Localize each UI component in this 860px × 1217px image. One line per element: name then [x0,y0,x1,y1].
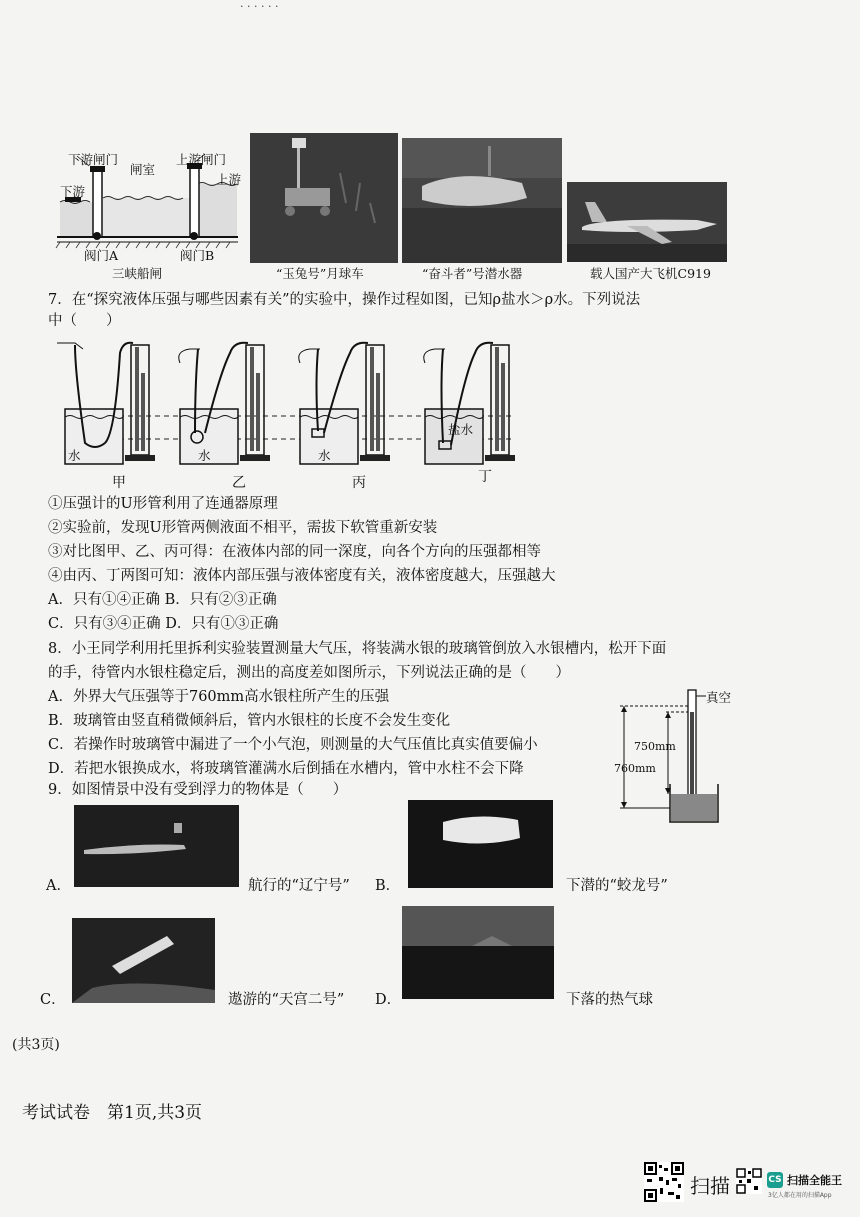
q9-option-b-caption: 下潜的“蛟龙号” [566,878,668,894]
photo-c919-aircraft [567,182,727,262]
q9-option-c-caption: 遨游的“天宫二号” [228,992,345,1008]
label-downstream-gate: 下游闸门 [68,152,119,167]
qr-code-icon [644,1162,684,1202]
q8-stem-line1: 8．小王同学利用托里拆利实验装置测量大气压，将装满水银的玻璃管倒放入水银槽内，松开下面 [48,641,667,657]
label-valve-a: 阀门A [84,248,119,263]
q7-figure-label-ding: 丁 [478,469,492,485]
q9-stem: 9．如图情景中没有受到浮力的物体是（ ） [48,782,348,798]
q7-beaker-label-bing: 水 [318,448,331,463]
q8-option-b: B．玻璃管由竖直稍微倾斜后，管内水银柱的长度不会发生变化 [48,713,451,729]
q9-option-a-caption: 航行的“辽宁号” [248,878,350,894]
q7-statement-4: ④由丙、丁两图可知：液体内部压强与液体密度有关，液体密度越大，压强越大 [48,568,556,584]
q7-options-ab: A．只有①④正确 B．只有②③正确 [48,592,277,608]
caption-c919: 载人国产大飞机C919 [590,266,711,281]
caption-ship-lock: 三峡船闸 [112,266,163,281]
q8-option-c: C．若操作时玻璃管中漏进了一个小气泡，则测量的大气压值比真实值要偏小 [48,737,538,753]
q8-label-760mm: 760mm [614,762,656,775]
q7-statement-3: ③对比图甲、乙、丙可得：在液体内部的同一深度，向各个方向的压强都相等 [48,544,541,560]
q7-statement-1: ①压强计的U形管利用了连通器原理 [48,496,278,512]
q7-stem-line2: 中（ ） [48,313,121,329]
q8-label-750mm: 750mm [634,740,676,753]
label-valve-b: 阀门B [180,248,215,263]
q9-option-d-caption: 下落的热气球 [566,992,653,1008]
q8-option-d: D．若把水银换成水，将玻璃管灌满水后倒插在水槽内，管中水柱不会下降 [48,761,524,777]
exam-page-label: 考试试卷 第1页,共3页 [22,1103,203,1123]
q7-stem-line1: 7．在“探究液体压强与哪些因素有关”的实验中，操作过程如图，已知ρ盐水＞ρ水。下列说法 [48,292,641,308]
q7-statement-2: ②实验前，发现U形管两侧液面不相平，需拔下软管重新安装 [48,520,438,536]
setup-yi [179,343,270,464]
brand-tagline: 3亿人都在用的扫描App [768,1192,832,1199]
label-downstream: 下游 [60,184,86,199]
q9-photo-liaoning [74,805,239,887]
q9-photo-jiaolong [408,800,553,888]
caption-submersible: “奋斗者”号潜水器 [422,266,523,281]
label-upstream: 上游 [216,172,242,187]
q8-option-a: A．外界大气压强等于760mm高水银柱所产生的压强 [48,689,390,705]
photo-lunar-rover [250,133,398,263]
q7-pressure-gauge-diagram [45,333,530,468]
header-fragment: · · · · · · [240,0,279,13]
caption-lunar-rover: “玉兔号”月球车 [276,266,364,281]
q7-beaker-label-yi: 水 [198,448,211,463]
q9-photo-hot-air-balloon [402,906,554,999]
camscanner-logo-icon: CS [767,1172,783,1188]
q9-option-a-letter: A． [46,878,71,894]
label-upstream-gate: 上游闸门 [176,152,227,167]
q8-label-vacuum: 真空 [706,690,732,705]
q9-photo-tiangong [72,918,215,1003]
q9-option-d-letter: D． [375,992,402,1008]
q9-option-c-letter: C． [40,992,66,1008]
q7-figure-label-bing: 丙 [352,475,366,491]
q7-beaker-label-ding: 盐水 [448,422,474,437]
q7-options-cd: C．只有③④正确 D．只有①③正确 [48,616,279,632]
brand-name: 扫描全能王 [787,1174,842,1187]
photo-submersible [402,138,562,263]
q7-figure-label-jia: 甲 [112,475,126,491]
small-qr-icon [736,1168,762,1194]
setup-ding [424,343,515,464]
scan-text: 扫描 [690,1174,730,1198]
q8-stem-line2: 的手，待管内水银柱稳定后，测出的高度差如图所示，下列说法正确的是（ ） [48,665,570,681]
total-pages-label: (共3页) [12,1037,60,1053]
setup-bing [299,343,390,464]
q9-option-b-letter: B． [375,878,401,894]
q7-beaker-label-jia: 水 [68,448,81,463]
q7-figure-label-yi: 乙 [232,475,246,491]
label-chamber: 闸室 [130,162,156,177]
